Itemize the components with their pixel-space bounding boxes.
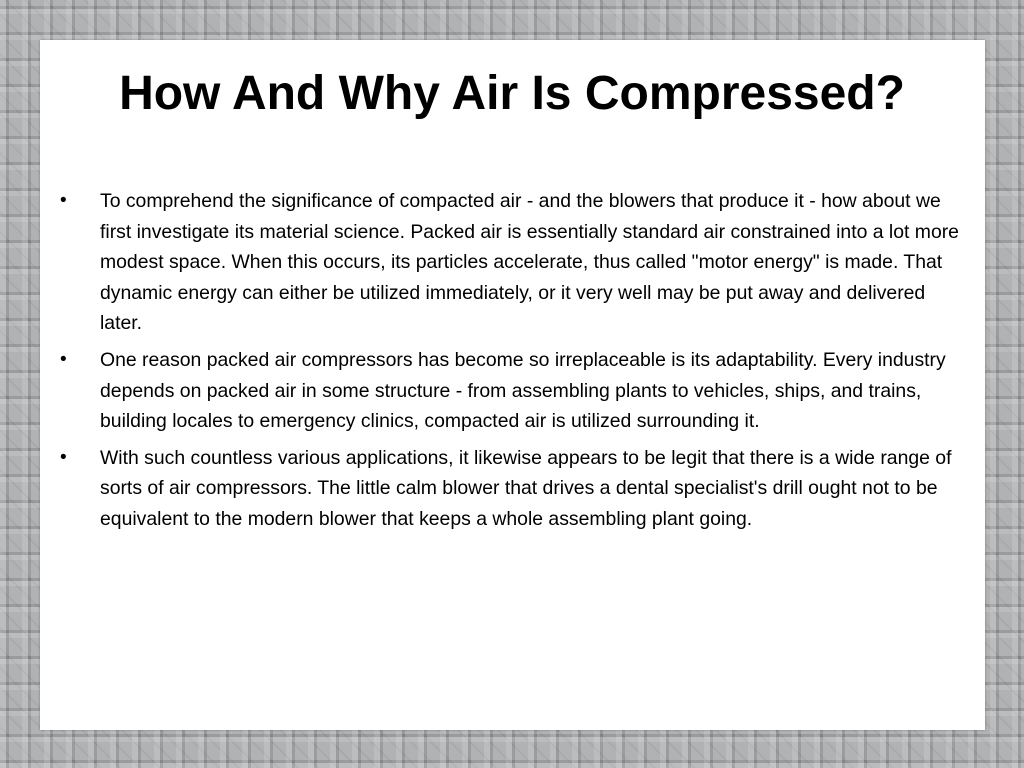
bullet-dot-icon: • <box>60 190 67 211</box>
bullet-item <box>56 345 966 437</box>
bullet-text: With such countless various applications, it likewise appears to be legit that there is a wide range of sorts of air compressors. The little calm blower that drives a dental specialist's drill ought not to be equivalent to the modern blower that keeps a whole assembling plant going. <box>100 446 952 530</box>
bullet-text: One reason packed air compressors has become so irreplaceable is its adaptability. Every industry depends on packed air in some structure - from assembling plants to vehicles, ships, and trains, building locales to emergency clinics, compacted air is utilized surrounding it. <box>100 348 946 433</box>
bullet-item <box>56 443 966 535</box>
bullet-dot-icon: • <box>60 348 67 370</box>
bullet-dot-icon: • <box>60 446 67 468</box>
bullet-item <box>56 186 966 339</box>
slide-title: How And Why Air Is Compressed? <box>119 67 905 120</box>
bullet-list <box>56 186 966 541</box>
bullet-text: To comprehend the significance of compacted air - and the blowers that produce it - how about we first investigate its material science. Packed air is essentially standard air constrained into a lot more modest space. When this occurs, its particles accelerate, thus called "motor energy" is made. That dynamic energy can either be utilized immediately, or it very well may be put away and delivered later. <box>100 190 959 335</box>
